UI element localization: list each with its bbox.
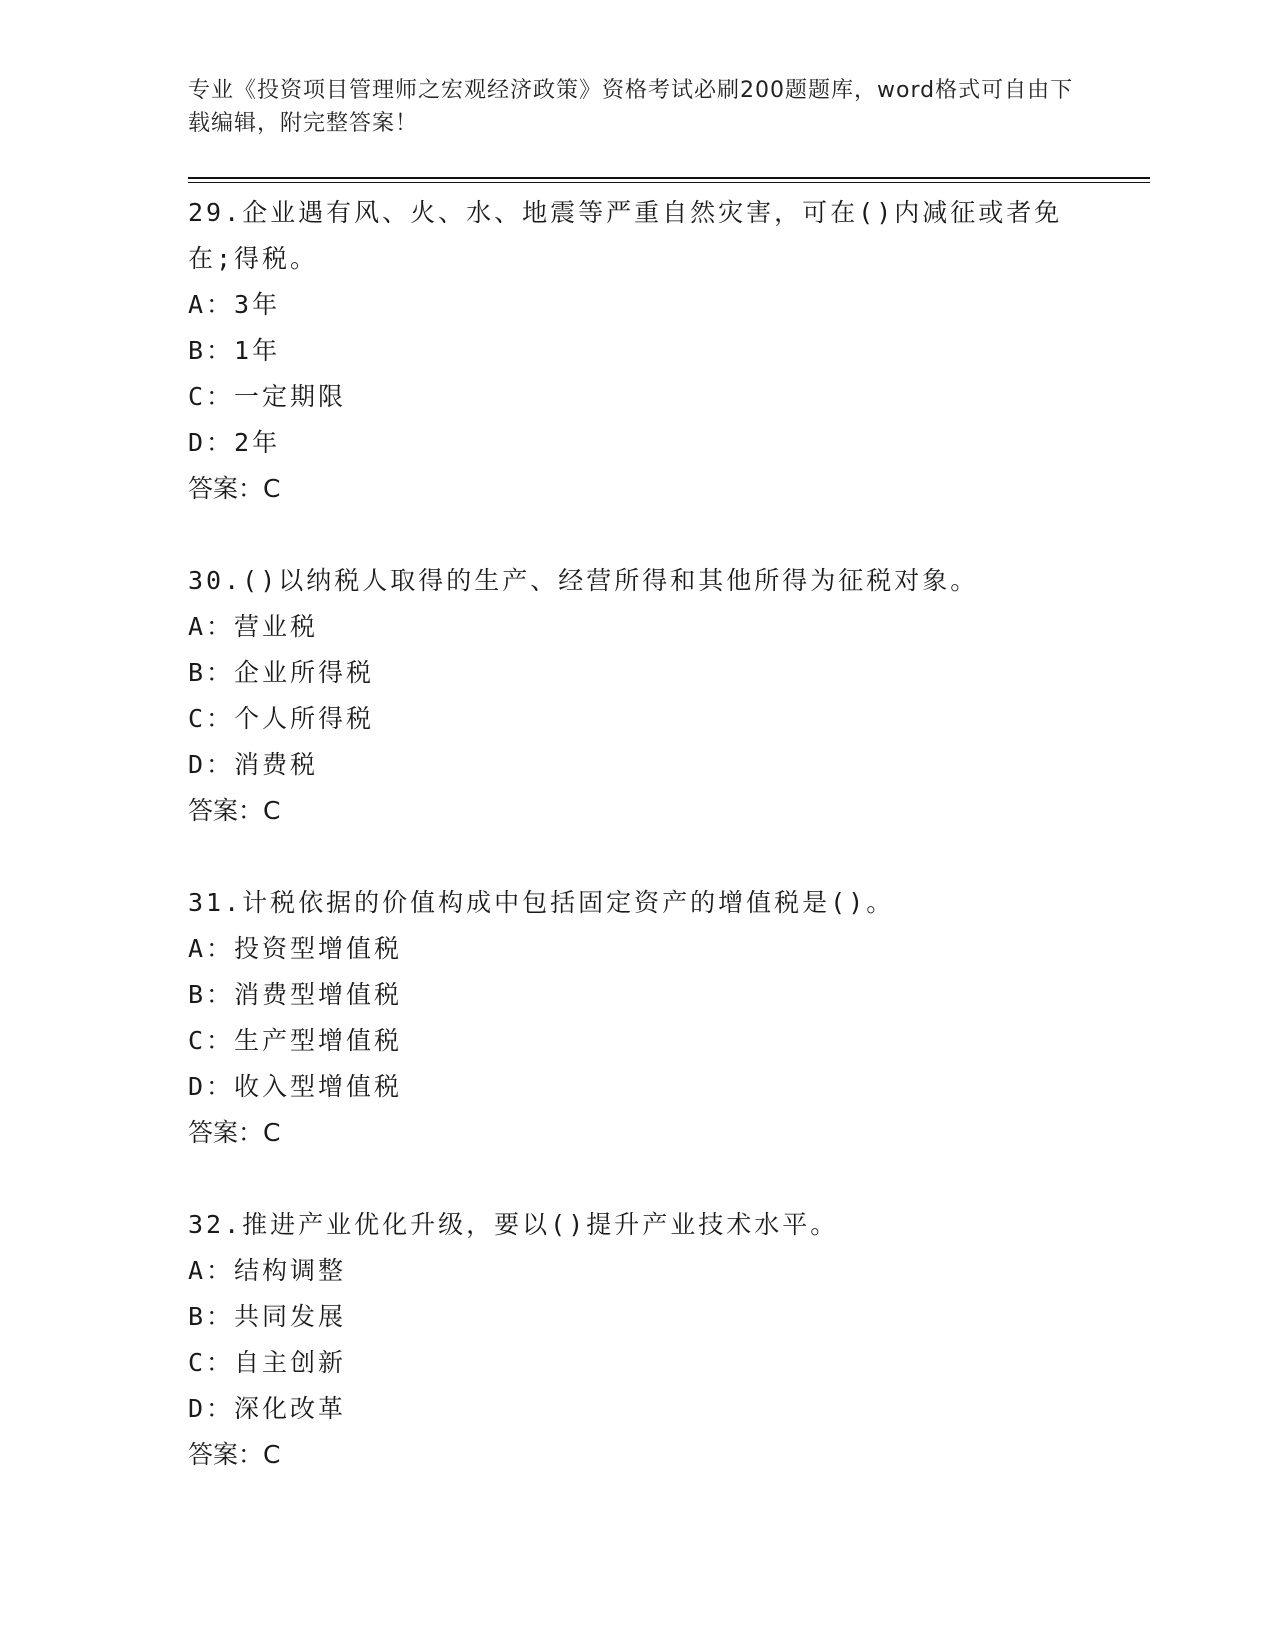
- option-b: B：消费型增值税: [188, 980, 403, 1009]
- answer-line: 答案：C: [188, 1118, 281, 1147]
- header-divider: [188, 177, 1150, 179]
- option-d: D：消费税: [188, 750, 319, 779]
- answer-line: 答案：C: [188, 474, 281, 503]
- option-c: C：一定期限: [188, 382, 347, 411]
- question-stem: 32.推进产业优化升级，要以()提升产业技术水平。: [188, 1210, 839, 1239]
- option-d: D：收入型增值税: [188, 1072, 403, 1101]
- option-a: A：投资型增值税: [188, 934, 403, 963]
- question-stem: 30.()以纳税人取得的生产、经营所得和其他所得为征税对象。: [188, 566, 979, 595]
- option-a: A：营业税: [188, 612, 319, 641]
- question-31: [188, 880, 1098, 1156]
- option-b: B：企业所得税: [188, 658, 375, 687]
- question-stem: 31.计税依据的价值构成中包括固定资产的增值税是()。: [188, 888, 895, 917]
- option-c: C：个人所得税: [188, 704, 375, 733]
- option-a: A：3年: [188, 290, 281, 319]
- question-stem: 29.企业遇有风、火、水、地震等严重自然灾害，可在()内减征或者免在;得税。: [188, 198, 1063, 273]
- answer-line: 答案：C: [188, 796, 281, 825]
- option-c: C：自主创新: [188, 1348, 347, 1377]
- option-c: C：生产型增值税: [188, 1026, 403, 1055]
- option-d: D：2年: [188, 428, 281, 457]
- option-b: B：共同发展: [188, 1302, 347, 1331]
- option-b: B：1年: [188, 336, 281, 365]
- question-list: [188, 190, 1098, 1478]
- option-a: A：结构调整: [188, 1256, 347, 1285]
- question-30: [188, 558, 1098, 834]
- document-header: 专业《投资项目管理师之宏观经济政策》资格考试必刷200题题库，word格式可自由下载编辑，附完整答案！: [188, 78, 1074, 136]
- option-d: D：深化改革: [188, 1394, 347, 1423]
- header-divider-thin: [188, 182, 1150, 183]
- question-29: [188, 190, 1098, 512]
- answer-line: 答案：C: [188, 1440, 281, 1469]
- question-32: [188, 1202, 1098, 1478]
